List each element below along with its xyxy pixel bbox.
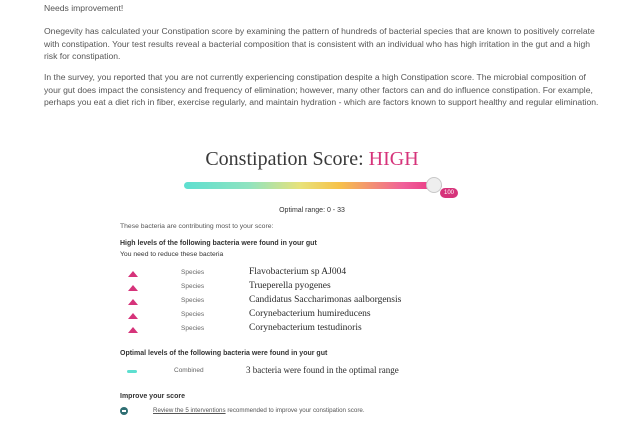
up-triangle-icon (128, 313, 138, 319)
interventions-link[interactable]: Review the 5 interventions (153, 407, 226, 414)
bacteria-type: Species (181, 325, 205, 332)
score-value-badge: 100 (440, 188, 458, 198)
bacteria-name: Flavobacterium sp AJ004 (249, 267, 347, 277)
intervention-text (153, 407, 365, 414)
up-triangle-icon (128, 285, 138, 291)
reduce-subline: You need to reduce these bacteria (120, 251, 224, 258)
list-item (120, 282, 520, 296)
score-level: HIGH (368, 148, 419, 170)
bacteria-name: Corynebacterium testudinoris (249, 323, 362, 333)
arrow-circle-icon[interactable] (120, 407, 128, 415)
optimal-levels-heading: Optimal levels of the following bacteria were found in your gut (120, 350, 328, 357)
list-item (120, 365, 540, 379)
contributing-text: These bacteria are contributing most to your score: (120, 223, 274, 230)
up-triangle-icon (128, 327, 138, 333)
up-triangle-icon (128, 299, 138, 305)
intervention-suffix: recommended to improve your constipation score. (227, 407, 365, 414)
bacteria-name: Candidatus Saccharimonas aalborgensis (249, 295, 402, 305)
survey-paragraph: In the survey, you reported that you are not currently experiencing constipation despite a high Constipation score. The microbial composition of your gut does impact the consistency and frequency of elimination; however, many other factors can and do influence constipation. For example, perhaps you eat a diet rich in fiber, exercise regularly, and maintain hydration - which are factors known to support healthy and regular elimination. (44, 72, 599, 108)
bacteria-type: Species (181, 311, 205, 318)
up-triangle-icon (128, 271, 138, 277)
list-item (120, 324, 520, 338)
intervention-row (120, 405, 540, 417)
bacteria-type: Species (181, 297, 205, 304)
optimal-summary: 3 bacteria were found in the optimal range (246, 365, 399, 375)
list-item (120, 310, 520, 324)
score-label: Constipation Score: (205, 148, 364, 170)
bacteria-name: Trueperella pyogenes (249, 281, 331, 291)
high-levels-heading: High levels of the following bacteria were found in your gut (120, 240, 317, 247)
bacteria-type: Species (181, 283, 205, 290)
list-item (120, 268, 520, 282)
dash-icon (127, 370, 137, 373)
improve-heading: Improve your score (120, 393, 185, 400)
bacteria-name: Corynebacterium humireducens (249, 309, 371, 319)
list-item (120, 296, 520, 310)
score-gradient-bar (184, 182, 442, 189)
optimal-range: Optimal range: 0 - 33 (279, 207, 345, 214)
bacteria-type: Combined (174, 367, 204, 374)
intro-paragraph: Onegevity has calculated your Constipation score by examining the pattern of hundreds of bacterial species that are known to positively correlate with constipation. Your test results reveal a bacterial composition that is consistent with an individual who has high irritation in the gut and a high risk for constipation. (44, 26, 595, 62)
score-title (0, 148, 624, 171)
bacteria-type: Species (181, 269, 205, 276)
status-text: Needs improvement! (44, 3, 124, 13)
